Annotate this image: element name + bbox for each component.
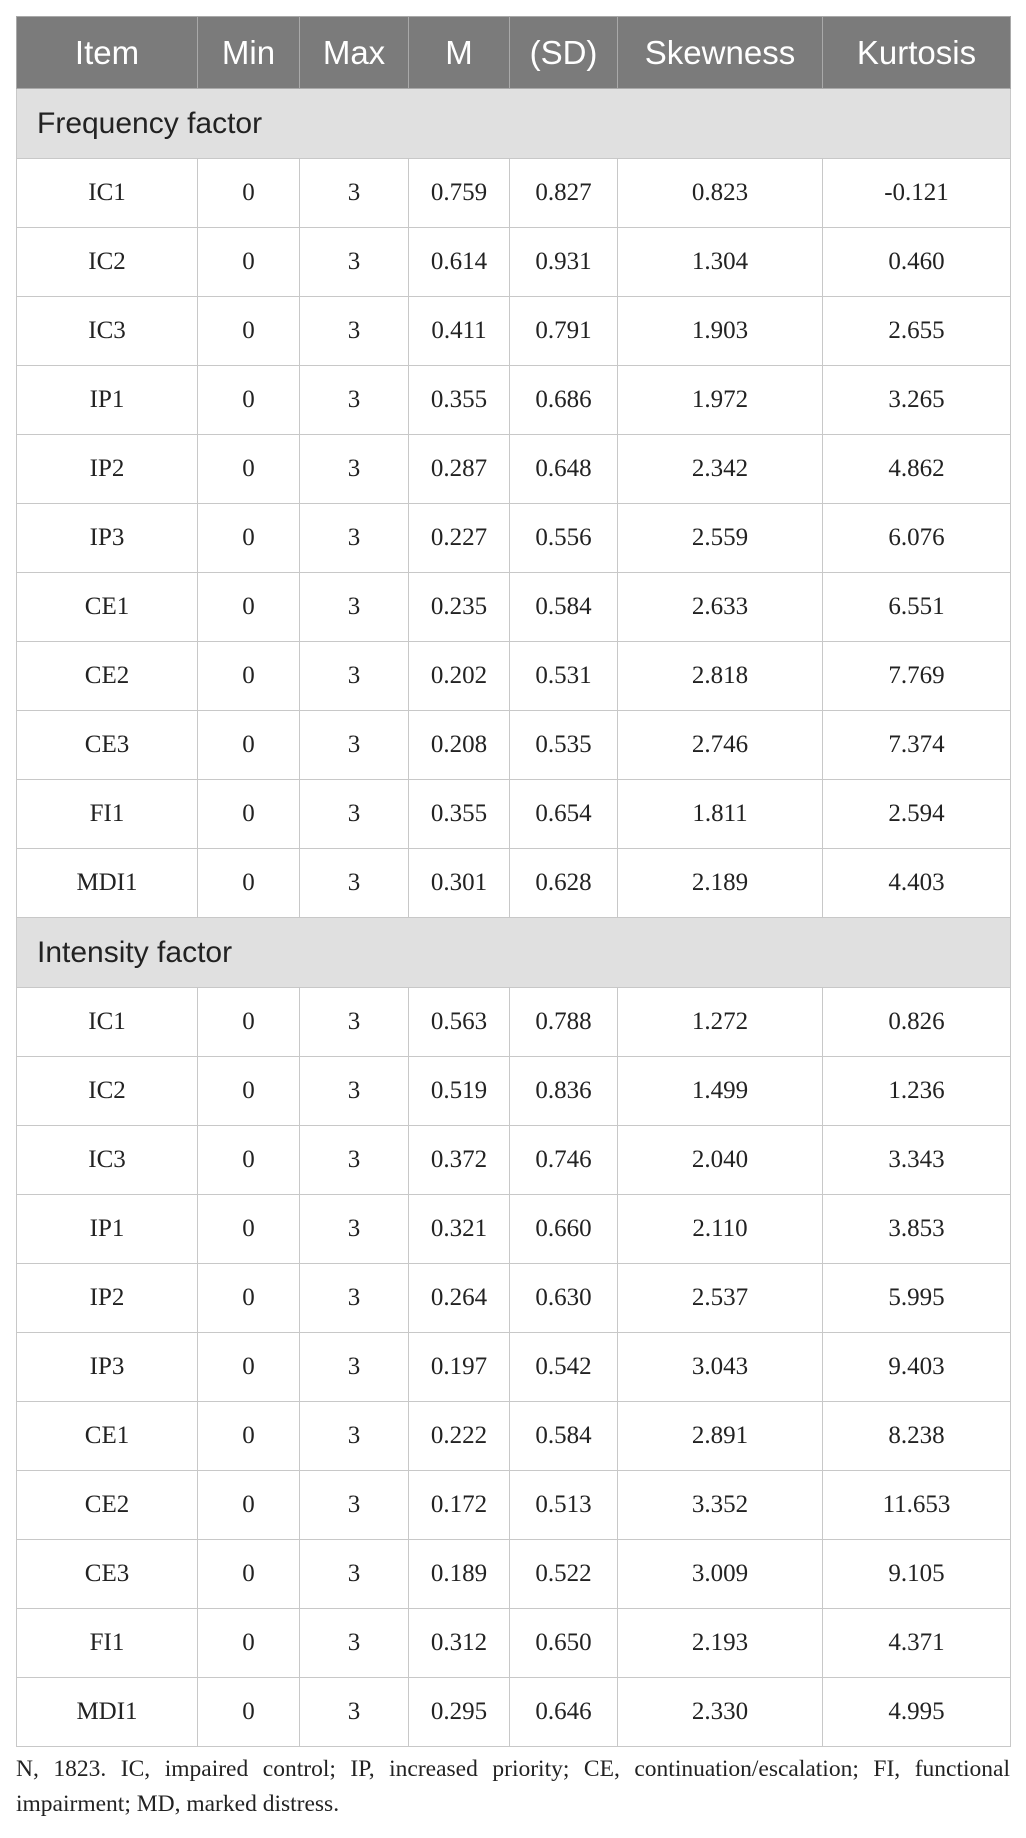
cell-item: FI1 <box>17 1609 198 1678</box>
cell-max: 3 <box>300 988 409 1057</box>
cell-item: FI1 <box>17 780 198 849</box>
cell-mean: 0.208 <box>409 711 510 780</box>
cell-item: IP1 <box>17 366 198 435</box>
cell-item: IC1 <box>17 159 198 228</box>
table-row <box>17 711 1011 780</box>
cell-max: 3 <box>300 711 409 780</box>
header-min: Min <box>198 17 300 89</box>
cell-mean: 0.227 <box>409 504 510 573</box>
cell-max: 3 <box>300 1471 409 1540</box>
table-row <box>17 504 1011 573</box>
cell-mean: 0.287 <box>409 435 510 504</box>
cell-max: 3 <box>300 1540 409 1609</box>
cell-skewness: 2.633 <box>618 573 823 642</box>
cell-mean: 0.614 <box>409 228 510 297</box>
cell-max: 3 <box>300 1057 409 1126</box>
cell-item: IP2 <box>17 1264 198 1333</box>
cell-skewness: 2.537 <box>618 1264 823 1333</box>
header-sd: (SD) <box>510 17 618 89</box>
cell-item: IP3 <box>17 504 198 573</box>
cell-mean: 0.411 <box>409 297 510 366</box>
cell-mean: 0.222 <box>409 1402 510 1471</box>
cell-kurtosis: 11.653 <box>823 1471 1011 1540</box>
descriptive-statistics-table <box>16 16 1011 1747</box>
table-row <box>17 1609 1011 1678</box>
table-footnote: N, 1823. IC, impaired control; IP, increased priority; CE, continuation/escalation; FI, functional impairment; MD, marked distress. <box>16 1756 1010 1817</box>
table-row <box>17 573 1011 642</box>
cell-item: MDI1 <box>17 1678 198 1747</box>
cell-min: 0 <box>198 988 300 1057</box>
cell-sd: 0.584 <box>510 1402 618 1471</box>
cell-skewness: 2.193 <box>618 1609 823 1678</box>
cell-skewness: 1.903 <box>618 297 823 366</box>
table-row <box>17 297 1011 366</box>
cell-min: 0 <box>198 573 300 642</box>
cell-skewness: 1.811 <box>618 780 823 849</box>
cell-kurtosis: 6.076 <box>823 504 1011 573</box>
cell-skewness: 2.818 <box>618 642 823 711</box>
cell-sd: 0.648 <box>510 435 618 504</box>
cell-kurtosis: 3.343 <box>823 1126 1011 1195</box>
cell-item: IC3 <box>17 297 198 366</box>
cell-skewness: 1.499 <box>618 1057 823 1126</box>
cell-item: IC2 <box>17 228 198 297</box>
cell-sd: 0.791 <box>510 297 618 366</box>
cell-sd: 0.650 <box>510 1609 618 1678</box>
cell-mean: 0.759 <box>409 159 510 228</box>
cell-skewness: 2.330 <box>618 1678 823 1747</box>
cell-sd: 0.836 <box>510 1057 618 1126</box>
cell-skewness: 3.043 <box>618 1333 823 1402</box>
cell-kurtosis: 9.105 <box>823 1540 1011 1609</box>
cell-kurtosis: 4.371 <box>823 1609 1011 1678</box>
table-row <box>17 1057 1011 1126</box>
cell-skewness: 2.342 <box>618 435 823 504</box>
table-header <box>17 17 1011 89</box>
cell-sd: 0.535 <box>510 711 618 780</box>
cell-sd: 0.646 <box>510 1678 618 1747</box>
cell-sd: 0.746 <box>510 1126 618 1195</box>
cell-kurtosis: 9.403 <box>823 1333 1011 1402</box>
cell-item: IP3 <box>17 1333 198 1402</box>
cell-sd: 0.628 <box>510 849 618 918</box>
cell-mean: 0.355 <box>409 780 510 849</box>
cell-skewness: 0.823 <box>618 159 823 228</box>
cell-item: IC1 <box>17 988 198 1057</box>
cell-max: 3 <box>300 435 409 504</box>
cell-mean: 0.563 <box>409 988 510 1057</box>
table-row <box>17 1678 1011 1747</box>
cell-mean: 0.235 <box>409 573 510 642</box>
cell-skewness: 2.040 <box>618 1126 823 1195</box>
header-skewness: Skewness <box>618 17 823 89</box>
table-row <box>17 1471 1011 1540</box>
section-header-row <box>17 918 1011 988</box>
header-kurtosis: Kurtosis <box>823 17 1011 89</box>
cell-skewness: 1.272 <box>618 988 823 1057</box>
table-body <box>17 89 1011 1747</box>
cell-skewness: 1.304 <box>618 228 823 297</box>
cell-kurtosis: 3.265 <box>823 366 1011 435</box>
cell-mean: 0.202 <box>409 642 510 711</box>
cell-sd: 0.522 <box>510 1540 618 1609</box>
cell-mean: 0.519 <box>409 1057 510 1126</box>
cell-item: CE1 <box>17 1402 198 1471</box>
section-header-row <box>17 89 1011 159</box>
cell-skewness: 2.189 <box>618 849 823 918</box>
cell-skewness: 2.110 <box>618 1195 823 1264</box>
cell-min: 0 <box>198 780 300 849</box>
cell-kurtosis: 3.853 <box>823 1195 1011 1264</box>
header-item: Item <box>17 17 198 89</box>
cell-mean: 0.264 <box>409 1264 510 1333</box>
cell-min: 0 <box>198 1057 300 1126</box>
cell-kurtosis: 1.236 <box>823 1057 1011 1126</box>
cell-max: 3 <box>300 1333 409 1402</box>
cell-sd: 0.542 <box>510 1333 618 1402</box>
cell-max: 3 <box>300 1678 409 1747</box>
table-row <box>17 1126 1011 1195</box>
cell-skewness: 2.559 <box>618 504 823 573</box>
cell-kurtosis: 2.594 <box>823 780 1011 849</box>
cell-item: IP1 <box>17 1195 198 1264</box>
cell-min: 0 <box>198 1264 300 1333</box>
cell-min: 0 <box>198 1678 300 1747</box>
cell-skewness: 3.009 <box>618 1540 823 1609</box>
table-row <box>17 1540 1011 1609</box>
cell-min: 0 <box>198 1471 300 1540</box>
cell-sd: 0.827 <box>510 159 618 228</box>
table-row <box>17 159 1011 228</box>
cell-item: IP2 <box>17 435 198 504</box>
cell-skewness: 2.746 <box>618 711 823 780</box>
cell-item: CE3 <box>17 1540 198 1609</box>
cell-max: 3 <box>300 780 409 849</box>
cell-min: 0 <box>198 711 300 780</box>
cell-item: IC2 <box>17 1057 198 1126</box>
cell-max: 3 <box>300 228 409 297</box>
cell-max: 3 <box>300 849 409 918</box>
cell-sd: 0.788 <box>510 988 618 1057</box>
cell-max: 3 <box>300 573 409 642</box>
section-title: Intensity factor <box>17 918 1011 988</box>
cell-min: 0 <box>198 297 300 366</box>
cell-mean: 0.355 <box>409 366 510 435</box>
table-row <box>17 366 1011 435</box>
cell-sd: 0.513 <box>510 1471 618 1540</box>
table-row <box>17 642 1011 711</box>
cell-kurtosis: 0.460 <box>823 228 1011 297</box>
cell-max: 3 <box>300 504 409 573</box>
cell-item: CE2 <box>17 642 198 711</box>
cell-sd: 0.556 <box>510 504 618 573</box>
cell-min: 0 <box>198 849 300 918</box>
table-row <box>17 435 1011 504</box>
cell-min: 0 <box>198 1195 300 1264</box>
cell-min: 0 <box>198 1540 300 1609</box>
cell-min: 0 <box>198 228 300 297</box>
cell-skewness: 3.352 <box>618 1471 823 1540</box>
cell-max: 3 <box>300 1126 409 1195</box>
cell-kurtosis: -0.121 <box>823 159 1011 228</box>
cell-max: 3 <box>300 366 409 435</box>
header-row <box>17 17 1011 89</box>
cell-mean: 0.301 <box>409 849 510 918</box>
cell-mean: 0.321 <box>409 1195 510 1264</box>
cell-min: 0 <box>198 366 300 435</box>
cell-mean: 0.189 <box>409 1540 510 1609</box>
cell-sd: 0.630 <box>510 1264 618 1333</box>
cell-sd: 0.660 <box>510 1195 618 1264</box>
cell-kurtosis: 6.551 <box>823 573 1011 642</box>
cell-mean: 0.197 <box>409 1333 510 1402</box>
cell-max: 3 <box>300 1402 409 1471</box>
cell-min: 0 <box>198 1402 300 1471</box>
cell-min: 0 <box>198 642 300 711</box>
cell-sd: 0.531 <box>510 642 618 711</box>
table-row <box>17 1195 1011 1264</box>
cell-kurtosis: 5.995 <box>823 1264 1011 1333</box>
cell-min: 0 <box>198 159 300 228</box>
cell-sd: 0.931 <box>510 228 618 297</box>
cell-item: CE1 <box>17 573 198 642</box>
cell-kurtosis: 4.995 <box>823 1678 1011 1747</box>
cell-kurtosis: 4.862 <box>823 435 1011 504</box>
cell-kurtosis: 4.403 <box>823 849 1011 918</box>
cell-mean: 0.295 <box>409 1678 510 1747</box>
cell-sd: 0.654 <box>510 780 618 849</box>
cell-mean: 0.372 <box>409 1126 510 1195</box>
cell-kurtosis: 8.238 <box>823 1402 1011 1471</box>
table-row <box>17 1402 1011 1471</box>
cell-mean: 0.312 <box>409 1609 510 1678</box>
cell-kurtosis: 7.769 <box>823 642 1011 711</box>
cell-skewness: 1.972 <box>618 366 823 435</box>
table-row <box>17 780 1011 849</box>
cell-max: 3 <box>300 297 409 366</box>
cell-max: 3 <box>300 642 409 711</box>
table-row <box>17 228 1011 297</box>
section-title: Frequency factor <box>17 89 1011 159</box>
cell-min: 0 <box>198 435 300 504</box>
cell-skewness: 2.891 <box>618 1402 823 1471</box>
cell-kurtosis: 2.655 <box>823 297 1011 366</box>
table-row <box>17 1264 1011 1333</box>
cell-kurtosis: 7.374 <box>823 711 1011 780</box>
table-container <box>16 16 1010 1747</box>
cell-item: IC3 <box>17 1126 198 1195</box>
cell-max: 3 <box>300 1264 409 1333</box>
cell-min: 0 <box>198 1333 300 1402</box>
cell-item: CE2 <box>17 1471 198 1540</box>
cell-mean: 0.172 <box>409 1471 510 1540</box>
table-row <box>17 988 1011 1057</box>
table-row <box>17 1333 1011 1402</box>
cell-kurtosis: 0.826 <box>823 988 1011 1057</box>
cell-min: 0 <box>198 504 300 573</box>
table-row <box>17 849 1011 918</box>
cell-item: CE3 <box>17 711 198 780</box>
cell-max: 3 <box>300 159 409 228</box>
header-max: Max <box>300 17 409 89</box>
cell-item: MDI1 <box>17 849 198 918</box>
cell-sd: 0.686 <box>510 366 618 435</box>
cell-max: 3 <box>300 1195 409 1264</box>
cell-min: 0 <box>198 1126 300 1195</box>
cell-min: 0 <box>198 1609 300 1678</box>
cell-sd: 0.584 <box>510 573 618 642</box>
cell-max: 3 <box>300 1609 409 1678</box>
header-mean: M <box>409 17 510 89</box>
